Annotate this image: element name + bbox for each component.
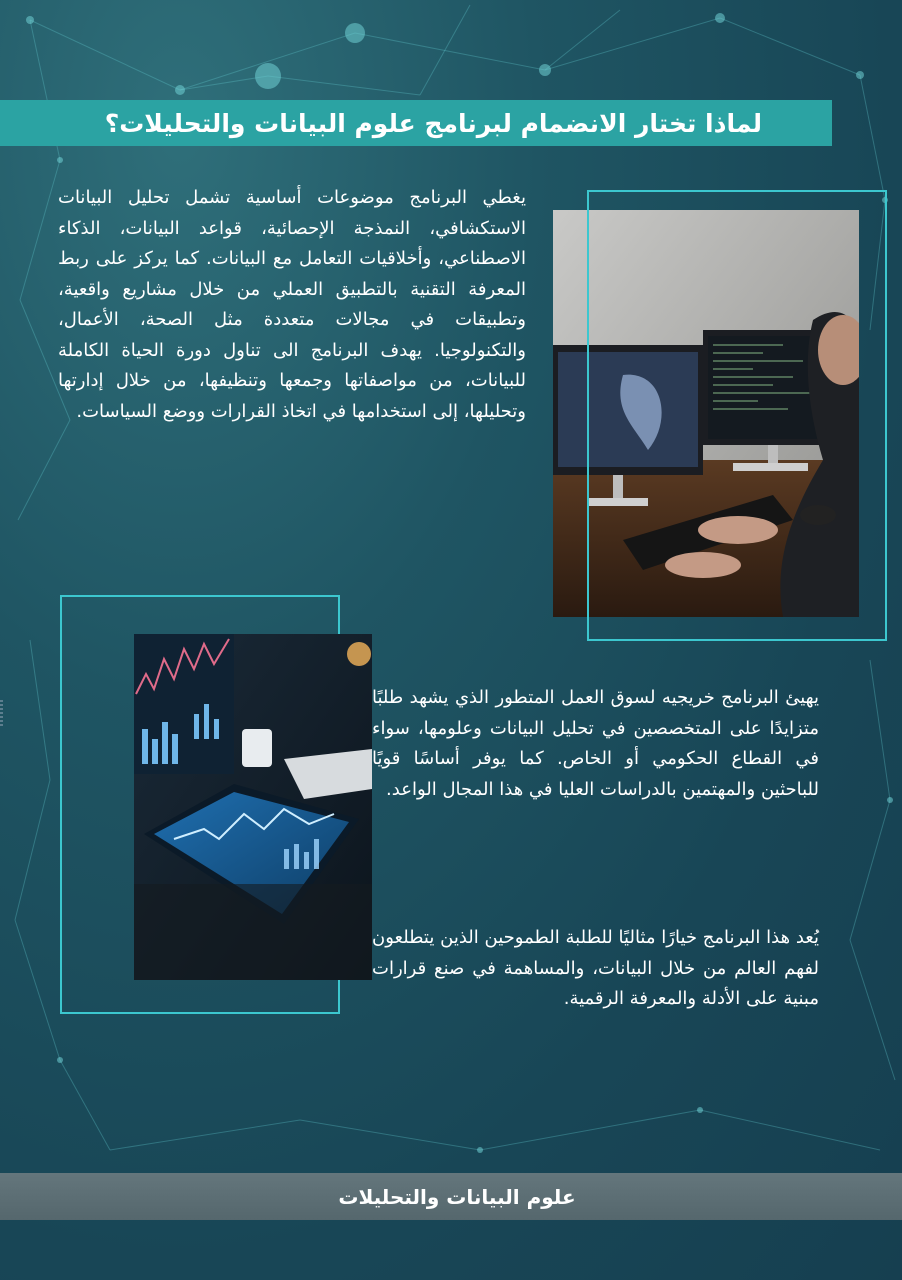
page-edge-mark: [0, 700, 3, 728]
paragraph-career: يهيئ البرنامج خريجيه لسوق العمل المتطور الذي يشهد طلبًا متزايدًا على المتخصصين في تحليل البيانات وعلومها، سواء في القطاع الحكومي أو الخاص. كما يوفر أساسًا قويًا للباحثين والمهتمين بالدراسات العليا في هذا المجال الواعد.: [372, 687, 819, 800]
paragraph-curriculum: يغطي البرنامج موضوعات أساسية تشمل تحليل البيانات الاستكشافي، النمذجة الإحصائية، قواعد البيانات، الذكاء الاصطناعي، وأخلاقيات التعامل مع البيانات. كما يركز على ربط المعرفة التقنية بالتطبيق العملي من خلال مشاريع واقعية، وتطبيقات في مجالات متعددة مثل الصحة، الأعمال، والتكنولوجيا. يهدف البرنامج الى تناول دورة الحياة الكاملة للبيانات، من مواصفاتها وجمعها وتنظيفها، من خلال إدارتها وتحليلها، إلى استخدامها في اتخاذ القرارات ووضع السياسات.: [58, 187, 526, 422]
footer-title: علوم البيانات والتحليلات: [338, 1184, 576, 1209]
page-title: لماذا تختار الانضمام لبرنامج علوم البيانات والتحليلات؟: [104, 108, 762, 138]
photo-frame-top: [587, 190, 887, 641]
paragraph-ideal-choice: يُعد هذا البرنامج خيارًا مثاليًا للطلبة الطموحين الذين يتطلعون لفهم العالم من خلال البيانات، والمساهمة في صنع قرارات مبنية على الأدلة والمعرفة الرقمية.: [372, 927, 819, 1009]
data-dashboard-photo: [134, 634, 372, 980]
footer-band: [0, 1173, 902, 1220]
title-band: [0, 100, 832, 146]
